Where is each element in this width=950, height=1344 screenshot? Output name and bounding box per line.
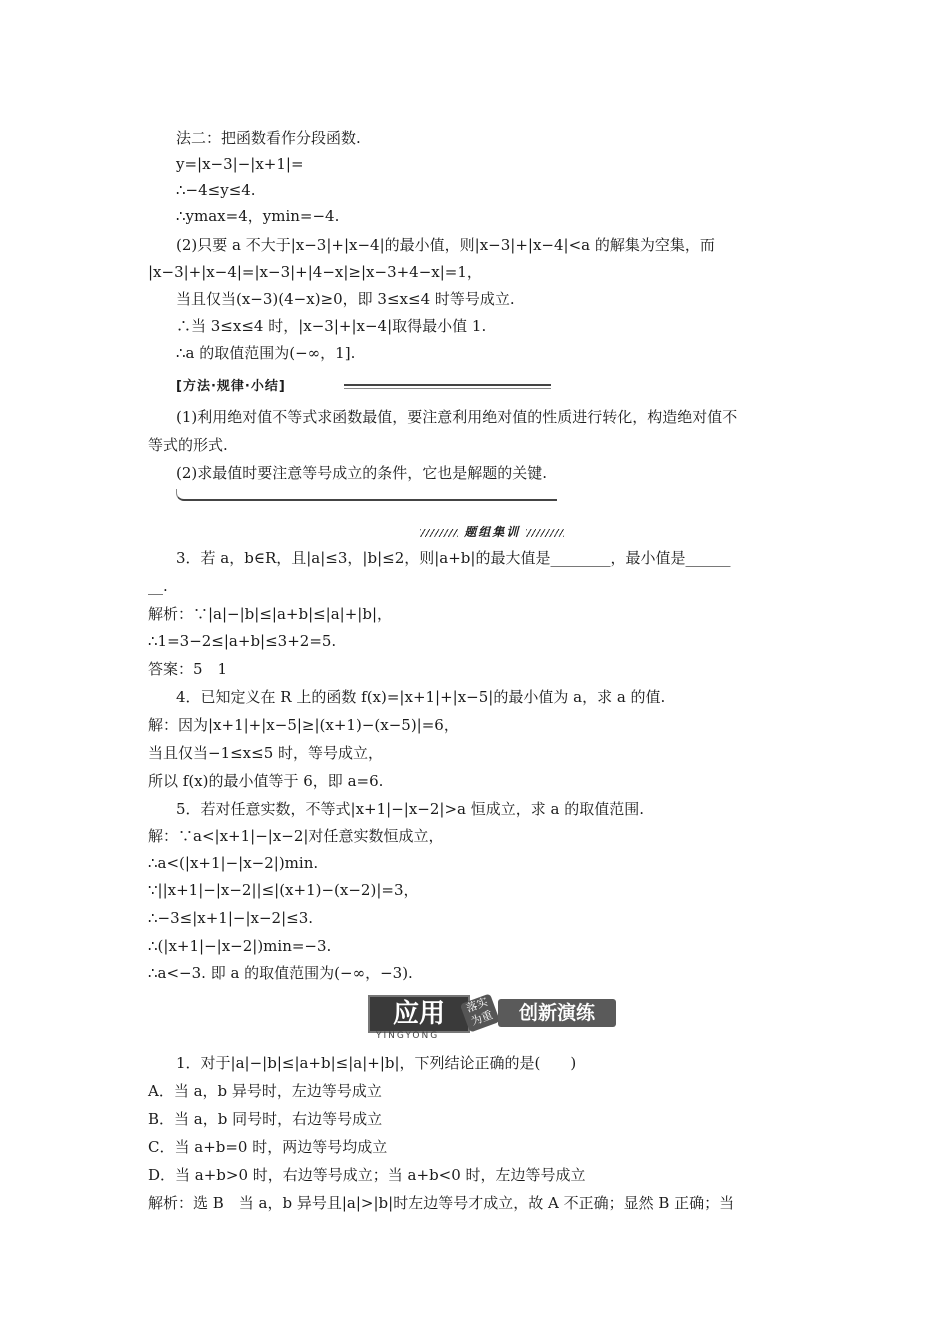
text-line: 答案：5 1 [148, 660, 228, 678]
summary-box-bottom-rule [176, 489, 557, 501]
banner-pinyin: YINGYONG [376, 1031, 440, 1041]
text-line: 解：∵a<|x+1|−|x−2|对任意实数恒成立， [148, 827, 444, 845]
text-line: ∴1=3−2≤|a+b|≤3+2=5. [148, 632, 337, 650]
text-line: 1．对于|a|−|b|≤|a+b|≤|a|+|b|，下列结论正确的是( ) [176, 1054, 577, 1072]
text-line: 所以 f(x)的最小值等于 6，即 a=6. [148, 772, 384, 790]
text-line: B．当 a，b 同号时，右边等号成立 [148, 1110, 383, 1128]
text-line: ∴ymax=4，ymin=−4. [176, 207, 340, 225]
text-line: 当且仅当−1≤x≤5 时，等号成立， [148, 744, 384, 762]
text-line: 3．若 a，b∈R，且|a|≤3，|b|≤2，则|a+b|的最大值是________，最小值是______ [176, 549, 731, 567]
text-line: ∴a<(|x+1|−|x−2|)min. [148, 854, 319, 872]
text-line: D．当 a+b>0 时，右边等号成立；当 a+b<0 时，左边等号成立 [148, 1166, 586, 1184]
text-line: ∴a 的取值范围为(−∞，1]. [176, 344, 356, 362]
text-line: (2)只要 a 不大于|x−3|+|x−4|的最小值，则|x−3|+|x−4|<a 的解集为空集，而 [176, 236, 715, 254]
text-line: 法二：把函数看作分段函数. [176, 129, 361, 147]
text-line: 解析：∵|a|−|b|≤|a+b|≤|a|+|b|， [148, 605, 393, 623]
heading-rule-thin [344, 388, 551, 389]
text-line: ∴当 3≤x≤4 时，|x−3|+|x−4|取得最小值 1. [176, 317, 487, 335]
text-line: ∴a<−3. 即 a 的取值范围为(−∞，−3). [148, 964, 413, 982]
banner-left-text: 应用 [368, 995, 470, 1033]
application-banner [368, 995, 618, 1043]
text-line: (1)利用绝对值不等式求函数最值，要注意利用绝对值的性质进行转化，构造绝对值不 [176, 408, 738, 426]
text-line: __. [148, 577, 168, 595]
exercise-group-label: 题组集训 [464, 525, 521, 539]
text-line: A．当 a，b 异号时，左边等号成立 [148, 1082, 382, 1100]
text-line: ∴−4≤y≤4. [176, 181, 256, 199]
text-line: 当且仅当(x−3)(4−x)≥0，即 3≤x≤4 时等号成立. [176, 290, 515, 308]
text-line: 5．若对任意实数，不等式|x+1|−|x−2|>a 恒成立，求 a 的取值范围. [176, 800, 644, 818]
text-line: 解析：选 B 当 a，b 异号且|a|>|b|时左边等号才成立，故 A 不正确；显然 B 正确；当 [148, 1194, 735, 1212]
exercise-group-title [420, 523, 564, 540]
heading-rule [344, 384, 551, 386]
text-line: 4．已知定义在 R 上的函数 f(x)=|x+1|+|x−5|的最小值为 a，求 a 的值. [176, 688, 666, 706]
text-line: ∴−3≤|x+1|−|x−2|≤3. [148, 909, 314, 927]
method-summary-label: [方法·规律·小结] [176, 379, 286, 394]
text-line: 等式的形式. [148, 436, 228, 454]
banner-mid-badge: 落实 为重 [460, 993, 500, 1032]
text-line: ∴(|x+1|−|x−2|)min=−3. [148, 937, 332, 955]
method-summary-heading [176, 375, 551, 393]
text-line: y=|x−3|−|x+1|= [176, 155, 304, 173]
text-line: 解：因为|x+1|+|x−5|≥|(x+1)−(x−5)|=6， [148, 716, 459, 734]
hatch-decoration-right [526, 529, 564, 537]
text-line: ∵||x+1|−|x−2||≤|(x+1)−(x−2)|=3， [148, 881, 419, 899]
text-line: |x−3|+|x−4|=|x−3|+|4−x|≥|x−3+4−x|=1， [148, 263, 482, 281]
text-line: C．当 a+b=0 时，两边等号均成立 [148, 1138, 388, 1156]
text-line: (2)求最值时要注意等号成立的条件，它也是解题的关键. [176, 464, 548, 482]
banner-right-text: 创新演练 [498, 999, 616, 1027]
hatch-decoration-left [420, 529, 458, 537]
